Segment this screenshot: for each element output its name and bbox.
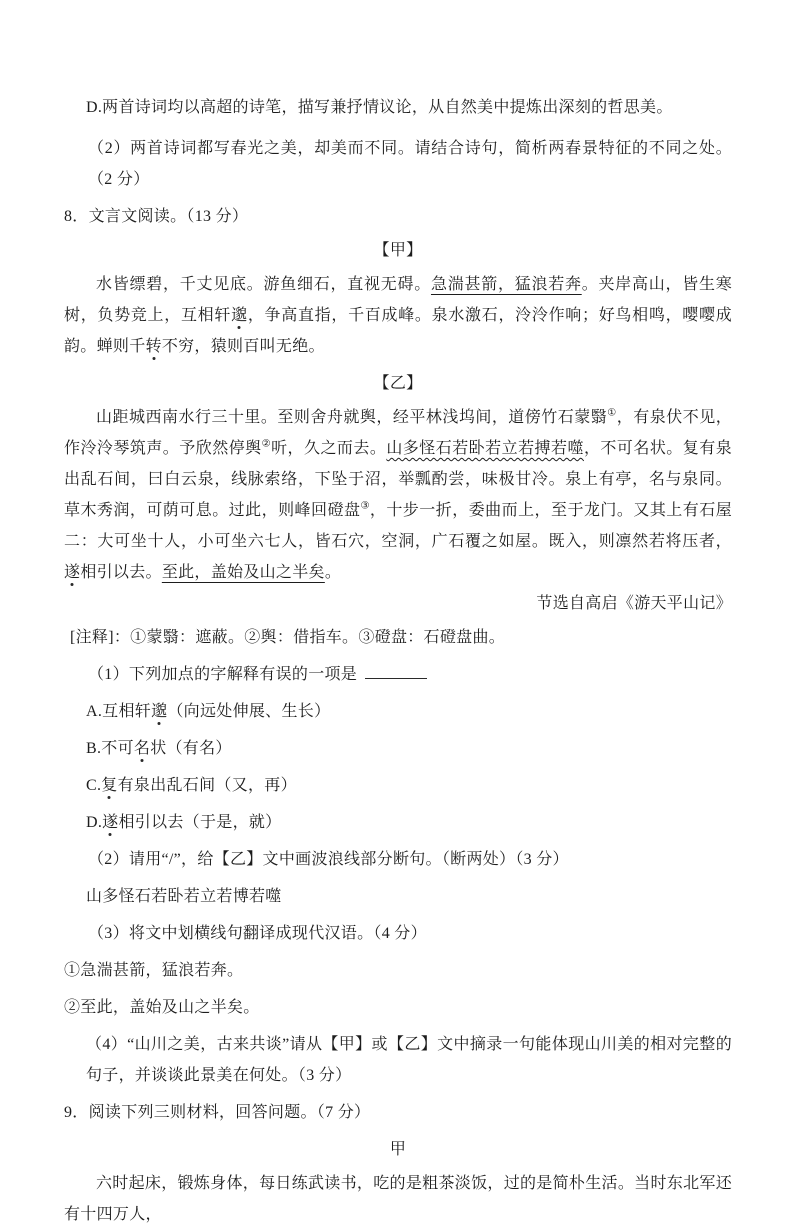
question-8-3-item1-line [64, 955, 732, 986]
question-8-title-text: 8．文言文阅读。（13 分） [64, 208, 249, 225]
material-jia-text: 六时起床，锻炼身体，每日练武读书，吃的是粗茶淡饭，过的是简朴生活。当时东北军还有十四万人， [64, 1175, 732, 1223]
question-8-4-paragraph [64, 1029, 732, 1091]
option-b-pre: B.不可 [86, 740, 134, 757]
jia-passage [64, 269, 732, 362]
jia-text-4: 不穷，猿则百叫无绝。 [161, 338, 325, 355]
jia-heading-text: 【甲】 [373, 242, 423, 259]
question-8-3-item2-text: ②至此，盖始及山之半矣。 [64, 999, 260, 1016]
question-8-4-text: （4）“山川之美，古来共谈”请从【甲】或【乙】文中摘录一句能体现山川美的相对完整的句子，并谈谈此景美在何处。（3 分） [86, 1036, 732, 1084]
jia-underlined-phrase: 急湍甚箭，猛浪若奔 [430, 276, 582, 293]
option-b-line [64, 733, 732, 764]
option-c-line [64, 770, 732, 801]
jia-text-3: ，争高直指，千百成峰。泉水激石，泠泠作响；好鸟相鸣，嘤嘤成韵。蝉则千 [64, 307, 732, 355]
yi-heading-text: 【乙】 [373, 375, 423, 392]
yi-text-5: ，十步一折，委曲而上，至于龙门。又其上有石屋二：大可坐十人，小可坐六七人，皆石穴，空洞，广石覆之如屋。既入，则凛然若将压者， [64, 502, 733, 550]
footnote-ref-1: ① [607, 407, 617, 419]
option-b-emphasis-char: 名 [133, 740, 151, 757]
option-d-poetry-line [64, 92, 732, 123]
option-c-pre: C. [86, 777, 102, 794]
option-a-post: （向远处伸展、生长） [167, 703, 331, 720]
question-8-3-line [64, 918, 732, 949]
option-a-line [64, 696, 732, 727]
option-c-emphasis-char: 复 [101, 777, 118, 794]
question-8-2-line [64, 844, 732, 875]
yi-text-7: 。 [324, 564, 342, 581]
yi-text-1: 山距城西南水行三十里。至则舍舟就舆，经平林浅坞间，道傍竹石蒙翳 [96, 409, 608, 426]
source-attribution-line [64, 588, 732, 619]
yi-heading-line [64, 368, 732, 399]
yi-emphasis-char-sui: 遂 [64, 564, 81, 581]
annotations-line [64, 622, 732, 653]
question-8-title-line [64, 201, 732, 232]
material-jia-paragraph [64, 1168, 732, 1230]
option-d-pre: D. [86, 814, 103, 831]
yi-text-2: ，有泉伏不见，作泠泠琴筑声。予欣然停舆 [64, 409, 733, 457]
question-8-2-sentence-line [64, 881, 732, 912]
option-a-pre: A.互相轩 [86, 703, 152, 720]
question-7-2-line [64, 133, 732, 195]
jia-emphasis-char-miao: 邈 [231, 307, 248, 324]
question-9-title-line [64, 1097, 732, 1128]
footnote-ref-3: ③ [360, 500, 370, 512]
yi-underlined-phrase: 至此，盖始及山之半矣 [161, 564, 325, 581]
yi-passage [64, 402, 732, 588]
yi-text-3: 听，久之而去。 [271, 440, 387, 457]
jia-text-1: 水皆缥碧，千丈见底。游鱼细石，直视无碍。 [96, 276, 431, 293]
source-attribution-text: 节选自高启《游天平山记》 [536, 595, 732, 612]
yi-wavy-underlined-phrase: 山多怪石若卧若立若搏若噬 [386, 440, 584, 457]
material-jia-heading-line [64, 1134, 732, 1165]
annotations-text: [注释]：①蒙翳：遮蔽。②舆：借指车。③磴盘：石磴盘曲。 [70, 629, 506, 646]
question-7-2-text: （2）两首诗词都写春光之美，却美而不同。请结合诗句，简析两春景特征的不同之处。（2 分） [88, 140, 732, 188]
option-d-poetry-text: D.两首诗词均以高超的诗笔，描写兼抒情议论，从自然美中提炼出深刻的哲思美。 [86, 99, 673, 116]
yi-text-4: ，不可名状。复有泉出乱石间，曰白云泉，线脉索络，下坠于沼，举瓢酌尝，味极甘冷。泉上有亭，名与泉同。草木秀润，可荫可息。过此，则峰回磴盘 [64, 440, 733, 519]
option-d-post: 相引以去（于是，就） [118, 814, 282, 831]
jia-heading-line [64, 235, 732, 266]
yi-text-6: 相引以去。 [80, 564, 162, 581]
option-d-line [64, 807, 732, 838]
option-b-post: 状（有名） [150, 740, 232, 757]
exam-content [64, 92, 732, 1230]
option-c-post: 有泉出乱石间（又，再） [117, 777, 297, 794]
question-8-2-sentence-text: 山多怪石若卧若立若博若噬 [86, 888, 282, 905]
question-8-1-line [64, 659, 732, 690]
question-8-3-item2-line [64, 992, 732, 1023]
question-8-3-item1-text: ①急湍甚箭，猛浪若奔。 [64, 962, 244, 979]
question-8-1-text: （1）下列加点的字解释有误的一项是 [88, 666, 358, 683]
question-8-3-text: （3）将文中划横线句翻译成现代汉语。（4 分） [88, 925, 427, 942]
option-a-emphasis-char: 邈 [151, 703, 168, 720]
question-8-2-text: （2）请用“/”，给【乙】文中画波浪线部分断句。（断两处）（3 分） [88, 851, 569, 868]
question-9-title-text: 9．阅读下列三则材料，回答问题。（7 分） [64, 1104, 371, 1121]
footnote-ref-2: ② [261, 438, 272, 450]
option-d-emphasis-char: 遂 [102, 814, 119, 831]
jia-emphasis-char-zhuan: 转 [145, 338, 162, 355]
jia-text-2: 。夹岸高山，皆生寒树，负势竞上，互相轩 [64, 276, 732, 324]
answer-blank [365, 662, 427, 679]
material-jia-heading-text: 甲 [389, 1141, 407, 1158]
